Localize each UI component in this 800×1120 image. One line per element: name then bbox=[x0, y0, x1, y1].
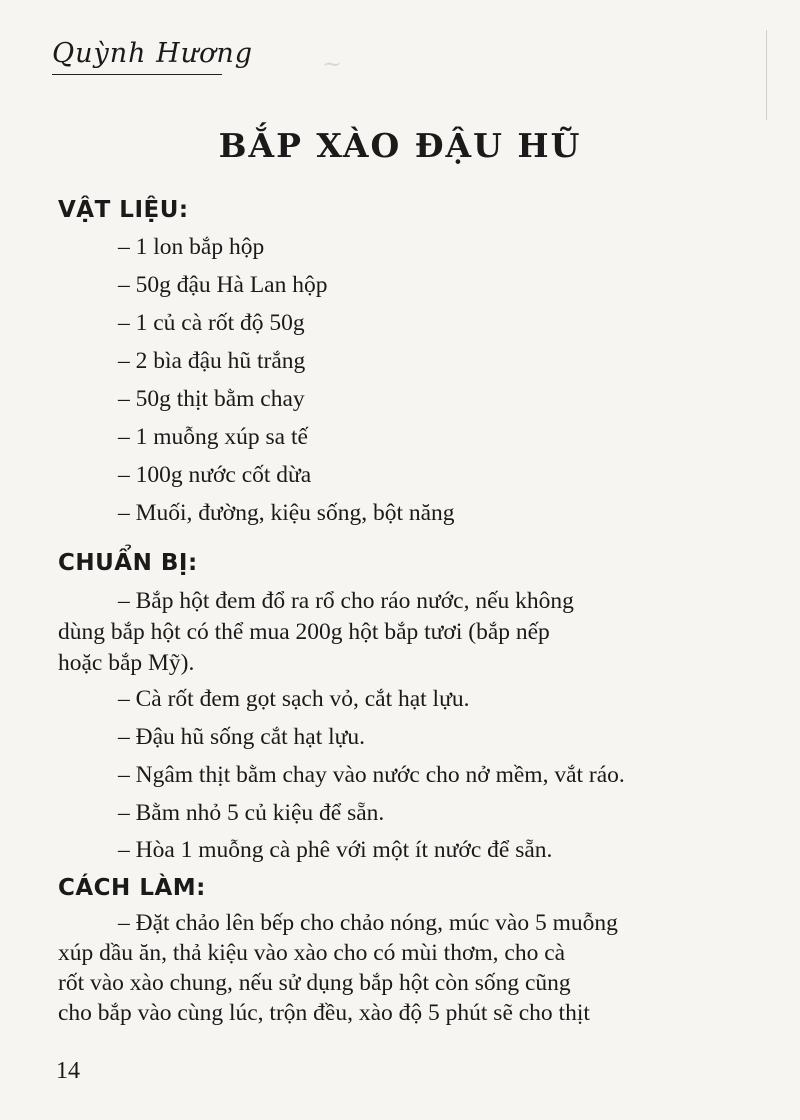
running-header-author: Quỳnh Hương bbox=[52, 38, 254, 69]
bleed-through-shadow: ~ bbox=[322, 50, 343, 78]
preparation-line: – Ngâm thịt bằm chay vào nước cho nở mềm, vắt ráo. bbox=[118, 762, 625, 788]
ingredient-item: – 1 củ cà rốt độ 50g bbox=[118, 310, 305, 336]
section-heading-method: CÁCH LÀM: bbox=[58, 875, 206, 901]
preparation-line: dùng bắp hột có thể mua 200g hột bắp tươi (bắp nếp bbox=[58, 619, 550, 645]
preparation-line: – Bắp hột đem đổ ra rổ cho ráo nước, nếu không bbox=[118, 588, 574, 614]
section-heading-preparation: CHUẨN BỊ: bbox=[58, 550, 198, 576]
ingredient-item: – 50g thịt bằm chay bbox=[118, 386, 305, 412]
page-edge-line bbox=[766, 30, 767, 120]
method-line: cho bắp vào cùng lúc, trộn đều, xào độ 5 phút sẽ cho thịt bbox=[58, 1000, 590, 1026]
preparation-line: – Bằm nhỏ 5 củ kiệu để sẵn. bbox=[118, 800, 385, 826]
section-heading-materials: VẬT LIỆU: bbox=[58, 197, 189, 223]
ingredient-item: – Muối, đường, kiệu sống, bột năng bbox=[118, 500, 455, 526]
preparation-line: hoặc bắp Mỹ). bbox=[58, 650, 195, 676]
method-line: rốt vào xào chung, nếu sử dụng bắp hột còn sống cũng bbox=[58, 970, 571, 996]
ingredient-item: – 50g đậu Hà Lan hộp bbox=[118, 272, 328, 298]
ingredient-item: – 100g nước cốt dừa bbox=[118, 462, 312, 488]
recipe-title: BẮP XÀO ĐẬU HŨ bbox=[218, 126, 582, 165]
preparation-line: – Đậu hũ sống cắt hạt lựu. bbox=[118, 724, 366, 750]
header-underline bbox=[52, 74, 222, 75]
ingredient-item: – 2 bìa đậu hũ trắng bbox=[118, 348, 306, 374]
preparation-line: – Hòa 1 muỗng cà phê với một ít nước để sẵn. bbox=[118, 837, 553, 863]
method-line: – Đặt chảo lên bếp cho chảo nóng, múc vào 5 muỗng bbox=[118, 910, 618, 936]
ingredient-item: – 1 muỗng xúp sa tế bbox=[118, 424, 308, 450]
ingredient-item: – 1 lon bắp hộp bbox=[118, 234, 265, 260]
preparation-line: – Cà rốt đem gọt sạch vỏ, cắt hạt lựu. bbox=[118, 686, 470, 712]
method-line: xúp dầu ăn, thả kiệu vào xào cho có mùi thơm, cho cà bbox=[58, 940, 566, 966]
page-number: 14 bbox=[56, 1058, 80, 1084]
